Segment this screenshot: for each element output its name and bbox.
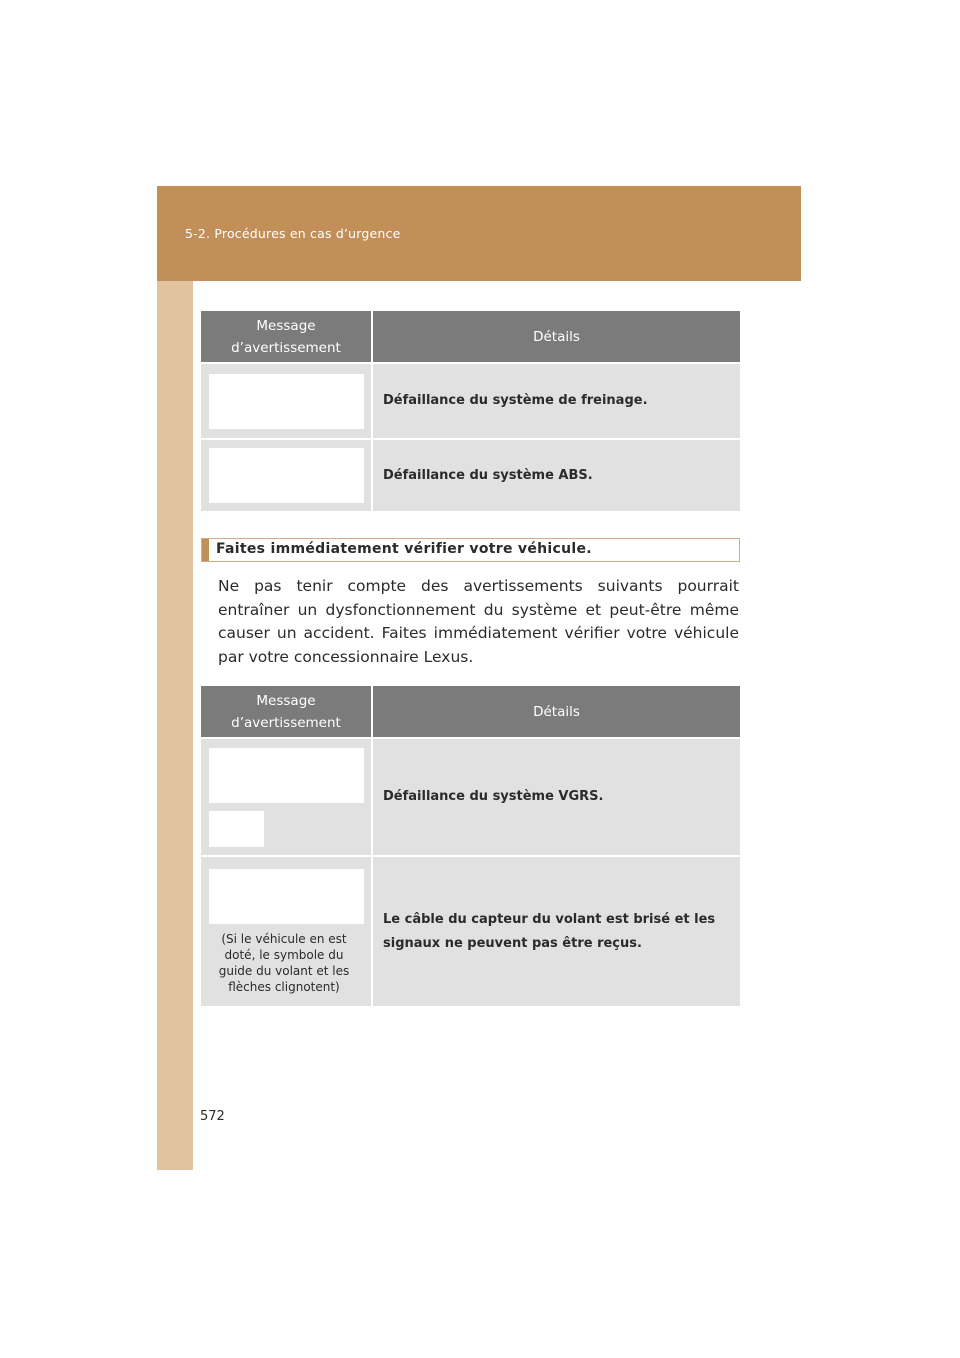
row-details: Le câble du capteur du volant est brisé et les signaux ne peuvent pas être reçus. [372,856,740,1006]
col-header-details: Détails [372,686,740,738]
col-header-details: Détails [372,311,740,363]
warning-indicator-image [209,811,264,847]
col-header-message-text: Message d’avertissement [231,317,341,356]
warning-table-1 [201,311,740,511]
row-note: (Si le véhicule en est doté, le symbole du guide du volant et les flèches clignotent) [218,931,350,994]
table-row [201,856,740,1006]
page-number: 572 [200,1109,225,1124]
warning-display-image [209,374,364,429]
subheading-text: Faites immédiatement vérifier votre véhicule. [216,541,592,557]
table-row [201,738,740,856]
section-header [157,186,801,281]
warning-table-2 [201,686,740,1006]
row-details: Défaillance du système ABS. [372,439,740,511]
sidebar-band [157,281,193,1170]
warning-display-image [209,869,364,924]
row-details: Défaillance du système VGRS. [372,738,740,856]
table-row [201,363,740,439]
col-header-message [201,686,372,738]
warning-display-image [209,448,364,503]
body-paragraph: Ne pas tenir compte des avertissements suivants pourrait entraîner un dysfonctionnement du système et peut-être même causer un accident. Faites immédiatement vérifier votre véhicule par votre concessionnaire Lexus. [218,577,739,666]
warning-display-image [209,748,364,803]
table-row [201,439,740,511]
col-header-message [201,311,372,363]
subheading-accent-bar [202,539,209,561]
section-title: 5-2. Procédures en cas d’urgence [185,226,401,241]
subheading-box [201,538,740,562]
row-details: Défaillance du système de freinage. [372,363,740,439]
col-header-message-text: Message d’avertissement [231,692,341,731]
